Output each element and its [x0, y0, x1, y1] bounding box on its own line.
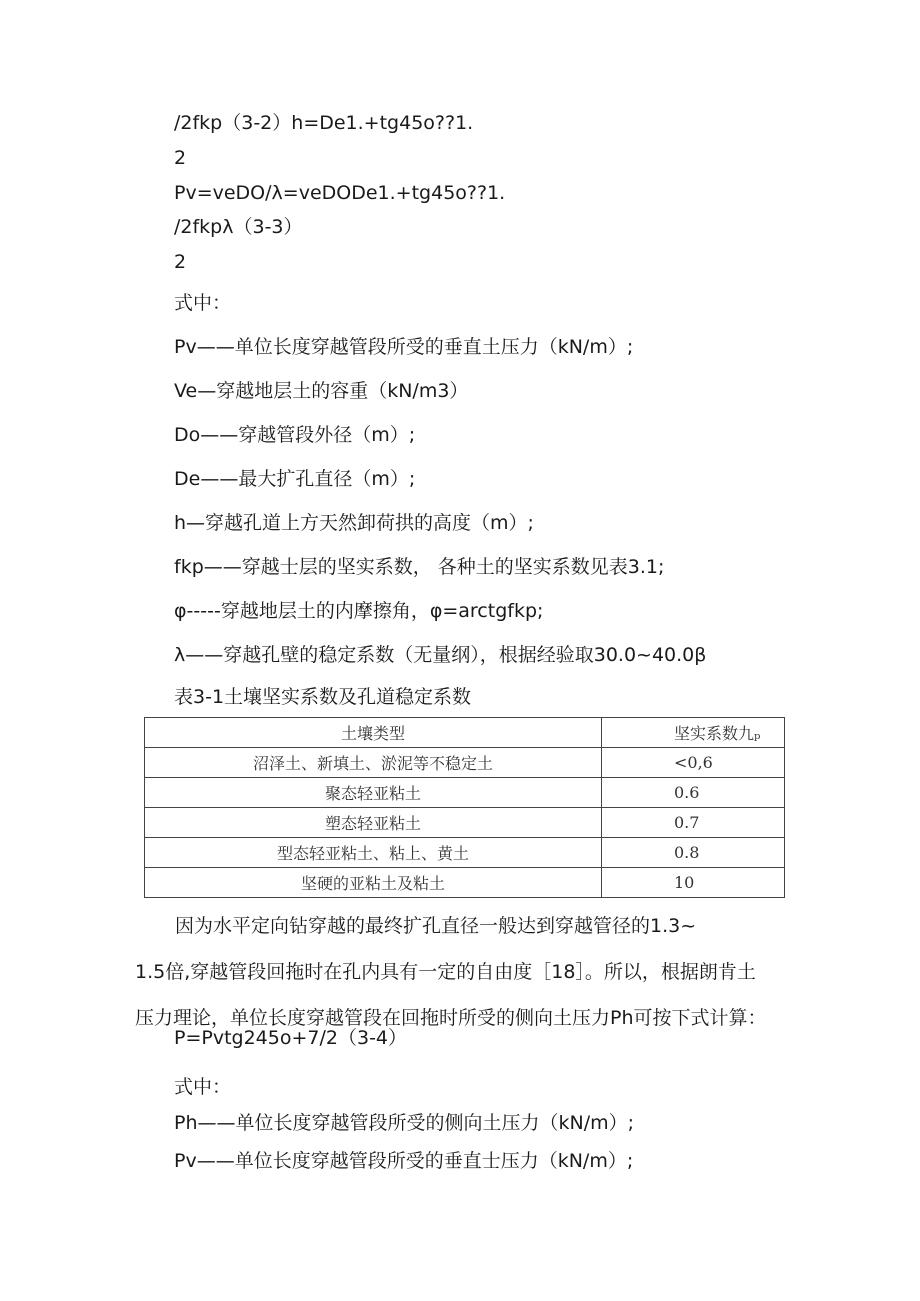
- body-paragraph: [135, 903, 800, 1041]
- table-row: [145, 778, 785, 808]
- where-label: 式中：: [174, 292, 232, 314]
- header-soil-type: 土壤类型: [145, 718, 602, 748]
- table-header-row: [145, 718, 785, 748]
- definition-de: De——最大扩孔直径（m）;: [174, 468, 416, 490]
- definition-ve: Ve—穿越地层土的容重（kN∕m3）: [174, 380, 469, 402]
- table-row: [145, 748, 785, 778]
- formula-line-5: 2: [174, 251, 187, 273]
- cell-soil-type: 沼泽土、新填土、淤泥等不稳定土: [145, 748, 602, 778]
- table-row: [145, 808, 785, 838]
- formula-line-3: Pv=veDO∕λ=veDODe1.+tg45o??1.: [174, 182, 506, 204]
- formula-line-2: 2: [174, 147, 187, 169]
- cell-coefficient: 0.7: [602, 808, 785, 838]
- table-caption: 表3-1土壤坚实系数及孔道稳定系数: [174, 686, 472, 708]
- definition-ph: Ph——单位长度穿越管段所受的侧向土压力（kN/m）;: [174, 1112, 635, 1134]
- definition-fkp: fkp——穿越士层的坚实系数， 各种土的坚实系数见表3.1;: [174, 556, 665, 578]
- paragraph-line-1: 因为水平定向钻穿越的最终扩孔直径一般达到穿越管径的1.3~: [175, 915, 697, 937]
- cell-coefficient: 0.8: [602, 838, 785, 868]
- cell-soil-type: 聚态轻亚粘土: [145, 778, 602, 808]
- paragraph-line-2: 1.5倍,穿越管段回拖时在孔内具有一定的自由度［18］。所以，根据朗肯土: [135, 961, 756, 983]
- definition-do: Do——穿越管段外径（m）;: [174, 424, 416, 446]
- cell-coefficient: 10: [602, 868, 785, 898]
- definition-lambda: λ——穿越孔壁的稳定系数（无量纲），根据经验取30.0~40.0β: [174, 644, 707, 666]
- cell-soil-type: 型态轻亚粘土、粘上、黄土: [145, 838, 602, 868]
- where-label-2: 式中：: [174, 1076, 232, 1098]
- paragraph-line-3: 压力理论，单位长度穿越管段在回拖时所受的侧向土压力Ph可按下式计算：: [135, 1007, 767, 1029]
- table-row: [145, 868, 785, 898]
- formula-line-4: ∕2fkpλ（3-3）: [174, 216, 303, 238]
- cell-soil-type: 坚硬的亚粘土及粘土: [145, 868, 602, 898]
- table-row: [145, 838, 785, 868]
- definition-phi: φ-----穿越地层土的内摩擦角，φ=arctgfkp;: [174, 600, 544, 622]
- cell-coefficient: 0.6: [602, 778, 785, 808]
- formula-3-4: P=Pvtg245o+7∕2（3-4）: [174, 1027, 408, 1049]
- formula-line-1: ∕2fkp（3-2）h=De1.+tg45o??1.: [174, 112, 474, 134]
- cell-soil-type: 塑态轻亚粘土: [145, 808, 602, 838]
- definition-h: h—穿越孔道上方天然卸荷拱的高度（m）;: [174, 512, 534, 534]
- header-coefficient: 坚实系数九ₚ: [602, 718, 785, 748]
- cell-coefficient: <0,6: [602, 748, 785, 778]
- soil-coefficient-table: [144, 717, 785, 898]
- definition-pv-2: Pv——单位长度穿越管段所受的垂直士压力（kN/m）;: [174, 1150, 634, 1172]
- definition-pv: Pv——单位长度穿越管段所受的垂直土压力（kN/m）;: [174, 336, 634, 358]
